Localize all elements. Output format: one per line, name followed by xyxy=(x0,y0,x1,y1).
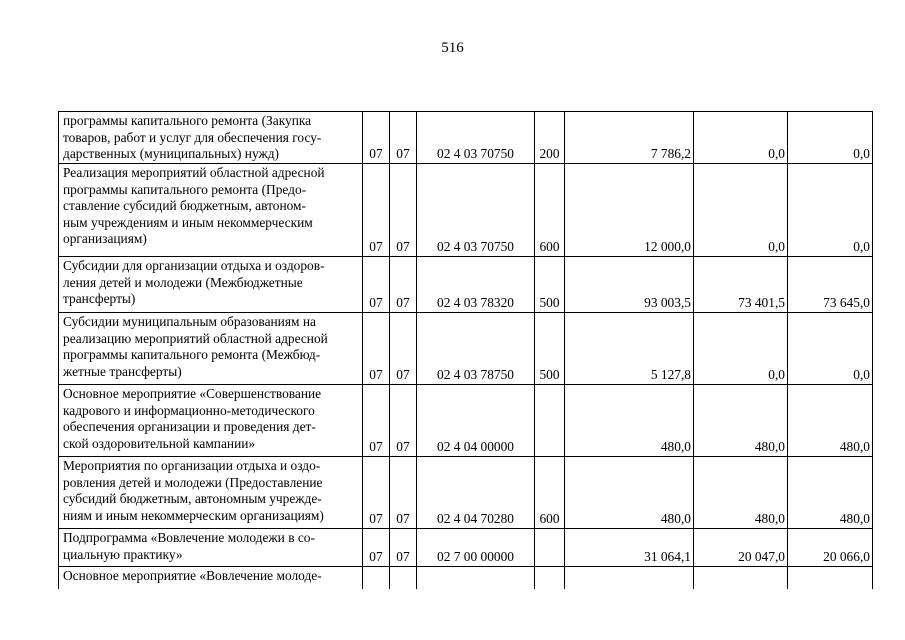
amount-year-3: 0,0 xyxy=(788,164,873,257)
table-row xyxy=(59,529,873,567)
table-row xyxy=(59,313,873,385)
amount-year-1: 93 003,5 xyxy=(565,257,694,313)
amount-year-3: 73 645,0 xyxy=(788,257,873,313)
amount-year-2: 480,0 xyxy=(694,457,788,529)
budget-table-body xyxy=(59,112,873,589)
amount-year-1: 7 786,2 xyxy=(565,112,694,164)
table-row xyxy=(59,112,873,164)
expense-type-code xyxy=(535,567,565,589)
section-code: 07 xyxy=(363,112,390,164)
table-row xyxy=(59,567,873,589)
item-name: программы капитального ремонта (Закупка товаров, работ и услуг для обеспечения госу- дарственных (муниципальных) нужд) xyxy=(59,112,363,164)
table-row xyxy=(59,457,873,529)
amount-year-2: 480,0 xyxy=(694,385,788,457)
item-name: Субсидии муниципальным образованиям на реализацию мероприятий областной адресной программы капитального ремонта (Межбюд- жетные трансферты) xyxy=(59,313,363,385)
target-article-code xyxy=(417,567,535,589)
page-number: 516 xyxy=(441,40,464,56)
expense-type-code: 600 xyxy=(535,164,565,257)
target-article-code: 02 7 00 00000 xyxy=(417,529,535,567)
subsection-code: 07 xyxy=(390,313,417,385)
subsection-code: 07 xyxy=(390,457,417,529)
section-code: 07 xyxy=(363,313,390,385)
expense-type-code xyxy=(535,385,565,457)
amount-year-2: 0,0 xyxy=(694,164,788,257)
amount-year-2 xyxy=(694,567,788,589)
item-name: Основное мероприятие «Совершенствование кадрового и информационно-методического обеспечения организации и проведения дет- ской оздоровительной кампании» xyxy=(59,385,363,457)
subsection-code: 07 xyxy=(390,529,417,567)
amount-year-3 xyxy=(788,567,873,589)
amount-year-3: 0,0 xyxy=(788,112,873,164)
section-code: 07 xyxy=(363,385,390,457)
amount-year-1 xyxy=(565,567,694,589)
target-article-code: 02 4 03 70750 xyxy=(417,112,535,164)
expense-type-code: 500 xyxy=(535,313,565,385)
section-code: 07 xyxy=(363,529,390,567)
section-code: 07 xyxy=(363,164,390,257)
table-row xyxy=(59,385,873,457)
amount-year-1: 480,0 xyxy=(565,457,694,529)
subsection-code xyxy=(390,567,417,589)
item-name: Реализация мероприятий областной адресной программы капитального ремонта (Предо- ставление субсидий бюджетным, автоном- ным учреждениям и иным некоммерческим организациям) xyxy=(59,164,363,257)
item-name: Мероприятия по организации отдыха и оздо- ровления детей и молодежи (Предоставление субсидий бюджетным, автономным учрежде- ниям и иным некоммерческим организациям) xyxy=(59,457,363,529)
item-name: Подпрограмма «Вовлечение молодежи в со- циальную практику» xyxy=(59,529,363,567)
amount-year-2: 73 401,5 xyxy=(694,257,788,313)
section-code: 07 xyxy=(363,257,390,313)
subsection-code: 07 xyxy=(390,257,417,313)
amount-year-1: 12 000,0 xyxy=(565,164,694,257)
subsection-code: 07 xyxy=(390,385,417,457)
amount-year-2: 20 047,0 xyxy=(694,529,788,567)
amount-year-3: 0,0 xyxy=(788,313,873,385)
amount-year-2: 0,0 xyxy=(694,112,788,164)
budget-table xyxy=(58,111,873,589)
expense-type-code: 600 xyxy=(535,457,565,529)
section-code: 07 xyxy=(363,457,390,529)
target-article-code: 02 4 04 70280 xyxy=(417,457,535,529)
amount-year-3: 20 066,0 xyxy=(788,529,873,567)
section-code xyxy=(363,567,390,589)
table-row xyxy=(59,164,873,257)
amount-year-3: 480,0 xyxy=(788,457,873,529)
target-article-code: 02 4 03 78750 xyxy=(417,313,535,385)
subsection-code: 07 xyxy=(390,164,417,257)
amount-year-1: 31 064,1 xyxy=(565,529,694,567)
item-name: Субсидии для организации отдыха и оздоров- ления детей и молодежи (Межбюджетные трансферты) xyxy=(59,257,363,313)
expense-type-code xyxy=(535,529,565,567)
item-name: Основное мероприятие «Вовлечение молоде- xyxy=(59,567,363,589)
target-article-code: 02 4 03 78320 xyxy=(417,257,535,313)
target-article-code: 02 4 03 70750 xyxy=(417,164,535,257)
expense-type-code: 200 xyxy=(535,112,565,164)
table-row xyxy=(59,257,873,313)
amount-year-1: 5 127,8 xyxy=(565,313,694,385)
amount-year-2: 0,0 xyxy=(694,313,788,385)
subsection-code: 07 xyxy=(390,112,417,164)
expense-type-code: 500 xyxy=(535,257,565,313)
amount-year-3: 480,0 xyxy=(788,385,873,457)
amount-year-1: 480,0 xyxy=(565,385,694,457)
target-article-code: 02 4 04 00000 xyxy=(417,385,535,457)
